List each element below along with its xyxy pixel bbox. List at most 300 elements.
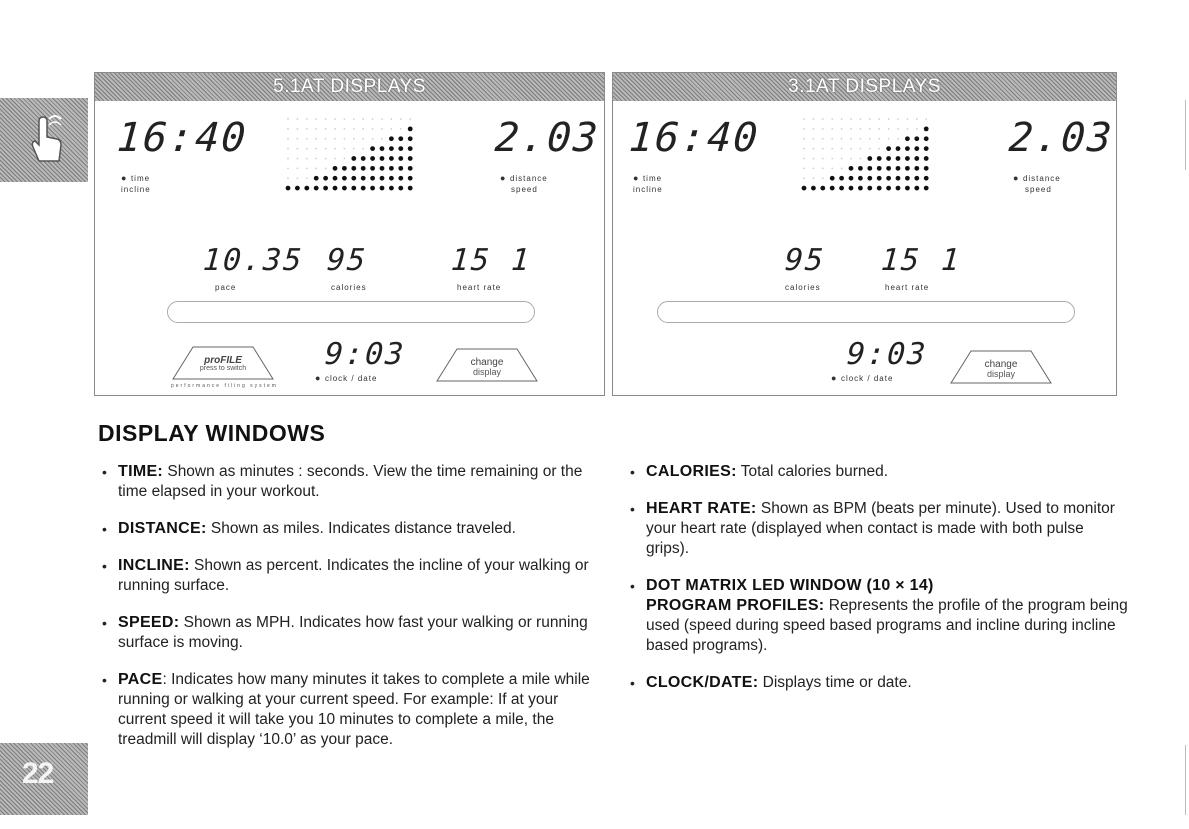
matrix-dot: [888, 118, 890, 120]
matrix-dot: [841, 128, 843, 130]
matrix-dot: [867, 176, 872, 181]
heart-rate-readout: 15 1: [879, 243, 963, 278]
display-panel-51at: [94, 72, 605, 396]
definition-item: [628, 576, 1128, 656]
matrix-dot: [924, 136, 929, 141]
matrix-dot: [408, 156, 413, 161]
matrix-dot: [914, 136, 919, 141]
matrix-dot: [306, 138, 308, 140]
matrix-dot: [351, 176, 356, 181]
definition-item: [100, 556, 600, 596]
matrix-dot: [333, 166, 338, 171]
matrix-dot: [802, 186, 807, 191]
pace-label: pace: [215, 283, 237, 292]
definition-text: Represents the profile of the program being used (speed during speed based programs and incline during incline based programs).: [646, 597, 1128, 654]
matrix-dot: [389, 166, 394, 171]
matrix-dot: [822, 138, 824, 140]
matrix-dot: [325, 148, 327, 150]
clock-label: ● clock / date: [315, 373, 378, 383]
matrix-dot: [287, 138, 289, 140]
matrix-dot: [858, 166, 863, 171]
matrix-dot: [408, 126, 413, 131]
matrix-dot: [886, 186, 891, 191]
matrix-dot: [869, 138, 871, 140]
matrix-dot: [905, 166, 910, 171]
matrix-dot: [297, 118, 299, 120]
matrix-dot: [877, 186, 882, 191]
matrix-dot: [306, 148, 308, 150]
matrix-dot: [297, 167, 299, 169]
matrix-dot: [905, 156, 910, 161]
matrix-dot: [353, 148, 355, 150]
matrix-dot: [297, 148, 299, 150]
matrix-dot: [287, 128, 289, 130]
page-number: 22: [22, 757, 54, 790]
matrix-dot: [850, 148, 852, 150]
matrix-dot: [334, 158, 336, 160]
matrix-dot: [314, 186, 319, 191]
matrix-dot: [916, 118, 918, 120]
matrix-dot: [803, 158, 805, 160]
matrix-dot: [325, 118, 327, 120]
matrix-dot: [391, 118, 393, 120]
matrix-dot: [841, 148, 843, 150]
matrix-dot: [841, 158, 843, 160]
matrix-dot: [831, 138, 833, 140]
matrix-dot: [315, 138, 317, 140]
matrix-dot: [924, 166, 929, 171]
matrix-dot: [391, 128, 393, 130]
matrix-dot: [803, 128, 805, 130]
matrix-dot: [408, 176, 413, 181]
matrix-dot: [822, 177, 824, 179]
matrix-dot: [905, 146, 910, 151]
clock-label: ● clock / date: [831, 373, 894, 383]
matrix-dot: [849, 176, 854, 181]
matrix-dot: [408, 146, 413, 151]
matrix-dot: [841, 167, 843, 169]
profile-button[interactable]: [171, 345, 275, 381]
section-tab: [0, 98, 88, 182]
clock-readout: 9:03: [845, 337, 929, 372]
section-title: DISPLAY WINDOWS: [98, 420, 326, 446]
matrix-dot: [389, 156, 394, 161]
matrix-dot: [344, 138, 346, 140]
matrix-dot: [905, 176, 910, 181]
dot-matrix-profile: [799, 113, 939, 203]
calories-label: calories: [331, 283, 367, 292]
matrix-dot: [306, 128, 308, 130]
matrix-dot: [897, 138, 899, 140]
matrix-dot: [813, 148, 815, 150]
matrix-dot: [813, 167, 815, 169]
matrix-dot: [822, 158, 824, 160]
matrix-dot: [850, 138, 852, 140]
matrix-dot: [822, 128, 824, 130]
matrix-dot: [813, 118, 815, 120]
matrix-dot: [850, 158, 852, 160]
dot-matrix-profile: [283, 113, 423, 203]
matrix-dot: [287, 167, 289, 169]
matrix-dot: [380, 176, 385, 181]
definition-text: : Indicates how many minutes it takes to complete a mile while running or walking at your current speed. For example: If at your current speed it will take you 10 minutes to complete a mile, the treadmill will display ‘10.0’ as your pace.: [118, 671, 590, 748]
matrix-dot: [867, 156, 872, 161]
matrix-dot: [380, 166, 385, 171]
matrix-dot: [380, 146, 385, 151]
matrix-dot: [361, 166, 366, 171]
matrix-dot: [400, 118, 402, 120]
matrix-dot: [813, 158, 815, 160]
page-number-tab: [0, 743, 88, 815]
definition-item: [100, 519, 600, 539]
matrix-dot: [820, 186, 825, 191]
profile-caption: performance filing system: [171, 383, 278, 389]
definition-text: Displays time or date.: [758, 674, 912, 691]
matrix-dot: [924, 156, 929, 161]
matrix-dot: [905, 186, 910, 191]
matrix-dot: [869, 118, 871, 120]
matrix-dot: [389, 136, 394, 141]
matrix-dot: [389, 186, 394, 191]
matrix-dot: [850, 118, 852, 120]
matrix-dot: [839, 186, 844, 191]
definition-term: TIME:: [118, 463, 164, 480]
matrix-dot: [907, 128, 909, 130]
matrix-dot: [830, 186, 835, 191]
matrix-dot: [315, 128, 317, 130]
matrix-dot: [323, 186, 328, 191]
matrix-dot: [925, 118, 927, 120]
definition-term: DISTANCE:: [118, 520, 207, 537]
matrix-dot: [287, 118, 289, 120]
definition-text: Shown as minutes : seconds. View the time remaining or the time elapsed in your workout.: [118, 463, 583, 500]
definition-text: Total calories burned.: [736, 463, 889, 480]
matrix-dot: [813, 128, 815, 130]
matrix-dot: [408, 166, 413, 171]
distance-label: ● distance: [500, 173, 548, 183]
speed-label: speed: [1025, 185, 1052, 194]
matrix-dot: [362, 148, 364, 150]
matrix-dot: [315, 158, 317, 160]
matrix-dot: [830, 176, 835, 181]
definitions-left: [100, 462, 600, 767]
matrix-dot: [370, 156, 375, 161]
matrix-dot: [351, 186, 356, 191]
calories-readout: 95: [783, 243, 827, 278]
matrix-dot: [362, 128, 364, 130]
matrix-dot: [869, 128, 871, 130]
time-label: ● time: [121, 173, 151, 183]
matrix-dot: [381, 138, 383, 140]
matrix-dot: [344, 148, 346, 150]
matrix-dot: [370, 166, 375, 171]
matrix-dot: [905, 136, 910, 141]
matrix-dot: [860, 138, 862, 140]
change-line-1: change: [984, 359, 1018, 370]
matrix-dot: [353, 128, 355, 130]
matrix-dot: [409, 118, 411, 120]
track-bar: [657, 301, 1075, 323]
definition-text: Shown as MPH. Indicates how fast your walking or running surface is moving.: [118, 614, 588, 651]
definition-item: [628, 499, 1128, 559]
distance-readout: 2.03: [1007, 115, 1115, 161]
matrix-dot: [860, 148, 862, 150]
matrix-dot: [287, 177, 289, 179]
matrix-dot: [400, 128, 402, 130]
matrix-dot: [325, 158, 327, 160]
matrix-dot: [334, 128, 336, 130]
calories-readout: 95: [325, 243, 369, 278]
matrix-dot: [304, 186, 309, 191]
matrix-dot: [896, 186, 901, 191]
matrix-dot: [362, 118, 364, 120]
matrix-dot: [914, 156, 919, 161]
matrix-dot: [916, 128, 918, 130]
matrix-dot: [867, 186, 872, 191]
matrix-dot: [803, 148, 805, 150]
definition-term: PACE: [118, 671, 163, 688]
profile-sub: press to switch: [199, 365, 247, 372]
matrix-dot: [831, 148, 833, 150]
matrix-dot: [333, 176, 338, 181]
matrix-dot: [886, 176, 891, 181]
matrix-dot: [849, 166, 854, 171]
matrix-dot: [334, 148, 336, 150]
distance-label: ● distance: [1013, 173, 1061, 183]
matrix-dot: [325, 138, 327, 140]
matrix-dot: [295, 186, 300, 191]
matrix-dot: [370, 176, 375, 181]
matrix-dot: [877, 176, 882, 181]
matrix-dot: [306, 177, 308, 179]
change-line-2: display: [472, 367, 501, 377]
matrix-dot: [342, 166, 347, 171]
matrix-dot: [896, 146, 901, 151]
profile-logo: proFILE: [204, 355, 242, 366]
definition-item: [100, 462, 600, 502]
definition-text: Shown as BPM (beats per minute). Used to monitor your heart rate (displayed when contact is made with both pulse grips).: [646, 500, 1115, 557]
definition-text: Shown as miles. Indicates distance traveled.: [206, 520, 516, 537]
matrix-dot: [297, 177, 299, 179]
incline-label: incline: [121, 185, 151, 194]
incline-label: incline: [633, 185, 663, 194]
matrix-dot: [297, 158, 299, 160]
distance-readout: 2.03: [493, 115, 601, 161]
matrix-dot: [344, 118, 346, 120]
matrix-dot: [333, 186, 338, 191]
matrix-dot: [353, 138, 355, 140]
page-edge-line: [1185, 100, 1186, 170]
matrix-dot: [924, 186, 929, 191]
matrix-dot: [896, 166, 901, 171]
matrix-dot: [877, 166, 882, 171]
matrix-dot: [886, 146, 891, 151]
matrix-dot: [867, 166, 872, 171]
matrix-dot: [841, 118, 843, 120]
definition-item: [100, 613, 600, 653]
matrix-dot: [886, 166, 891, 171]
matrix-dot: [878, 118, 880, 120]
matrix-dot: [877, 156, 882, 161]
matrix-dot: [803, 138, 805, 140]
matrix-dot: [841, 138, 843, 140]
definition-item: [628, 462, 1128, 482]
matrix-dot: [381, 118, 383, 120]
matrix-dot: [372, 138, 374, 140]
matrix-dot: [287, 148, 289, 150]
matrix-dot: [822, 118, 824, 120]
definition-term: HEART RATE:: [646, 500, 757, 517]
matrix-dot: [398, 136, 403, 141]
matrix-dot: [398, 186, 403, 191]
definition-term: PROGRAM PROFILES:: [646, 597, 825, 614]
matrix-dot: [878, 138, 880, 140]
matrix-dot: [325, 167, 327, 169]
matrix-dot: [314, 176, 319, 181]
matrix-dot: [858, 176, 863, 181]
matrix-dot: [896, 156, 901, 161]
matrix-dot: [878, 148, 880, 150]
panel-title: 3.1AT DISPLAYS: [613, 73, 1116, 101]
hand-pointer-icon: [19, 111, 69, 169]
matrix-dot: [380, 156, 385, 161]
matrix-dot: [398, 166, 403, 171]
definition-term: INCLINE:: [118, 557, 190, 574]
change-line-1: change: [470, 357, 504, 368]
matrix-dot: [351, 156, 356, 161]
panel-title: 5.1AT DISPLAYS: [95, 73, 604, 101]
matrix-dot: [287, 158, 289, 160]
matrix-dot: [361, 156, 366, 161]
time-readout: 16:40: [627, 115, 762, 161]
matrix-dot: [361, 186, 366, 191]
definition-item: [628, 673, 1128, 693]
matrix-dot: [372, 128, 374, 130]
matrix-dot: [858, 186, 863, 191]
matrix-dot: [914, 186, 919, 191]
matrix-dot: [831, 118, 833, 120]
matrix-dot: [831, 158, 833, 160]
matrix-dot: [361, 176, 366, 181]
matrix-dot: [803, 118, 805, 120]
matrix-dot: [803, 167, 805, 169]
matrix-dot: [831, 128, 833, 130]
matrix-dot: [334, 138, 336, 140]
matrix-dot: [398, 156, 403, 161]
matrix-dot: [878, 128, 880, 130]
matrix-dot: [897, 128, 899, 130]
matrix-dot: [914, 146, 919, 151]
matrix-dot: [381, 128, 383, 130]
matrix-dot: [839, 176, 844, 181]
matrix-dot: [286, 186, 291, 191]
change-display-button[interactable]: [949, 349, 1053, 385]
matrix-dot: [860, 128, 862, 130]
definitions-right: [628, 462, 1128, 710]
matrix-dot: [362, 138, 364, 140]
matrix-dot: [325, 128, 327, 130]
matrix-dot: [315, 167, 317, 169]
heart-rate-label: heart rate: [885, 283, 930, 292]
definition-term: CLOCK/DATE:: [646, 674, 759, 691]
matrix-dot: [813, 177, 815, 179]
matrix-dot: [408, 186, 413, 191]
matrix-dot: [924, 126, 929, 131]
matrix-dot: [372, 118, 374, 120]
matrix-dot: [351, 166, 356, 171]
matrix-dot: [822, 167, 824, 169]
matrix-dot: [315, 148, 317, 150]
matrix-dot: [297, 138, 299, 140]
matrix-dot: [344, 158, 346, 160]
matrix-dot: [315, 118, 317, 120]
time-label: ● time: [633, 173, 663, 183]
matrix-dot: [380, 186, 385, 191]
matrix-dot: [398, 146, 403, 151]
heart-rate-label: heart rate: [457, 283, 502, 292]
time-readout: 16:40: [115, 115, 250, 161]
matrix-dot: [344, 128, 346, 130]
definition-term: DOT MATRIX LED WINDOW (10 × 14): [646, 577, 934, 594]
matrix-dot: [860, 118, 862, 120]
matrix-dot: [860, 158, 862, 160]
matrix-dot: [334, 118, 336, 120]
heart-rate-readout: 15 1: [449, 243, 533, 278]
change-line-2: display: [986, 369, 1015, 379]
track-bar: [167, 301, 535, 323]
matrix-dot: [831, 167, 833, 169]
matrix-dot: [370, 186, 375, 191]
matrix-dot: [888, 138, 890, 140]
page-edge-line: [1185, 745, 1186, 815]
matrix-dot: [323, 176, 328, 181]
matrix-dot: [408, 136, 413, 141]
matrix-dot: [869, 148, 871, 150]
matrix-dot: [342, 176, 347, 181]
matrix-dot: [897, 118, 899, 120]
matrix-dot: [849, 186, 854, 191]
matrix-dot: [389, 146, 394, 151]
definition-term: CALORIES:: [646, 463, 737, 480]
matrix-dot: [306, 158, 308, 160]
matrix-dot: [370, 146, 375, 151]
speed-label: speed: [511, 185, 538, 194]
matrix-dot: [914, 166, 919, 171]
matrix-dot: [389, 176, 394, 181]
matrix-dot: [896, 176, 901, 181]
matrix-dot: [306, 118, 308, 120]
matrix-dot: [888, 128, 890, 130]
matrix-dot: [342, 186, 347, 191]
change-display-button[interactable]: [435, 347, 539, 383]
pace-readout: 10.35: [201, 243, 305, 278]
matrix-dot: [822, 148, 824, 150]
matrix-dot: [306, 167, 308, 169]
matrix-dot: [924, 176, 929, 181]
matrix-dot: [803, 177, 805, 179]
definition-item: [100, 670, 600, 750]
definition-text: Shown as percent. Indicates the incline of your walking or running surface.: [118, 557, 589, 594]
clock-readout: 9:03: [323, 337, 407, 372]
matrix-dot: [924, 146, 929, 151]
display-panel-31at: [612, 72, 1117, 396]
matrix-dot: [811, 186, 816, 191]
matrix-dot: [353, 118, 355, 120]
matrix-dot: [886, 156, 891, 161]
matrix-dot: [297, 128, 299, 130]
matrix-dot: [813, 138, 815, 140]
definition-term: SPEED:: [118, 614, 180, 631]
